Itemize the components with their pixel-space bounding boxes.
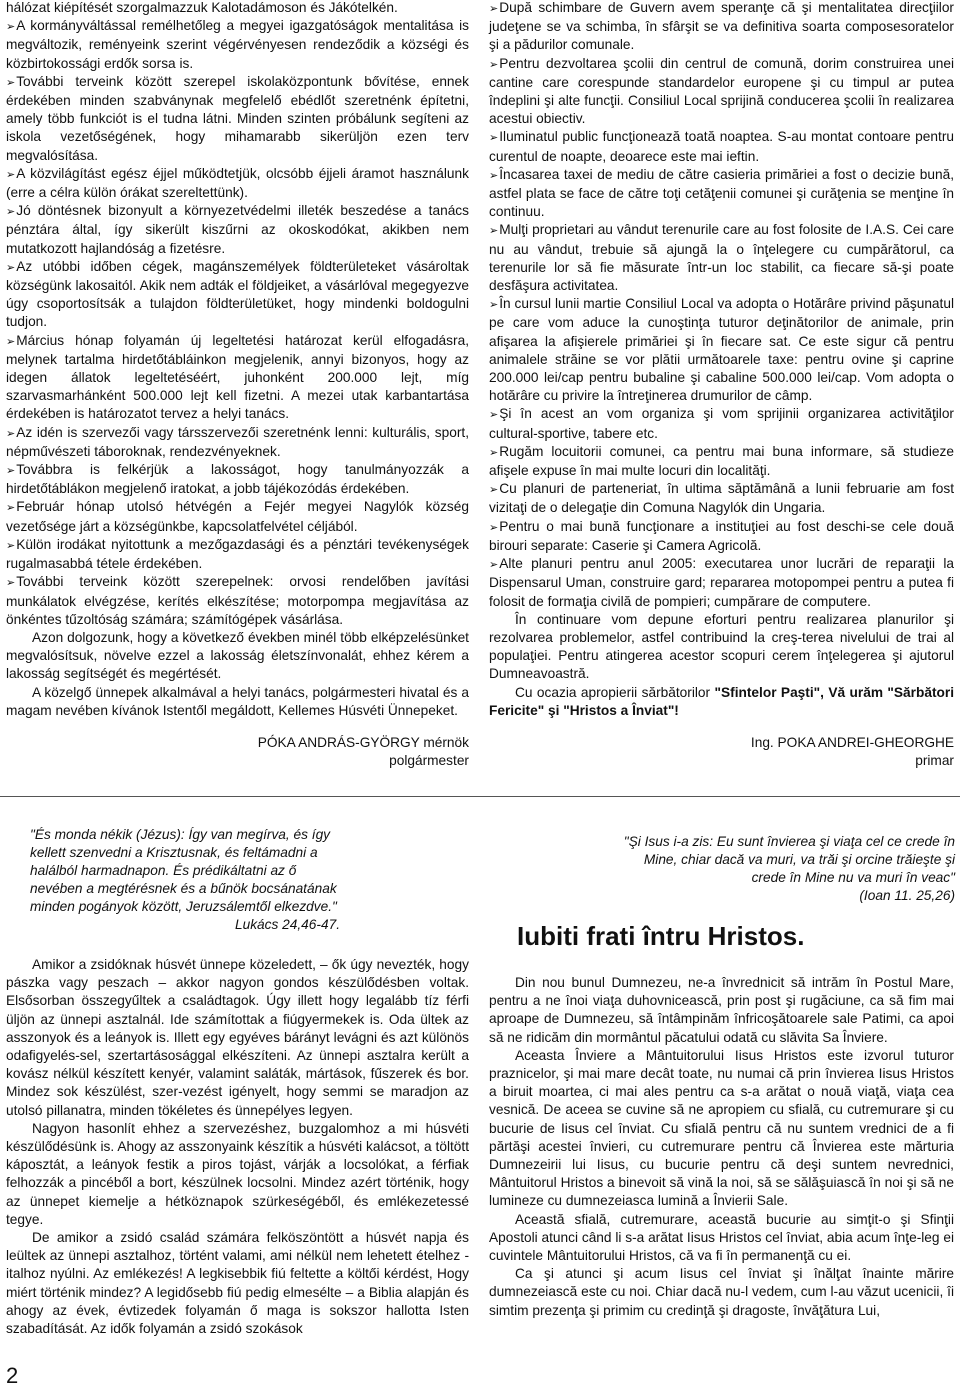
- paragraph: Ca şi atunci şi acum Iisus cel înviat şi înălţat înainte mărire dumnezeiască este cu noi. Chiar dacă nu-l vedem, cum l-au văzut ucenicii, îi simtim prezenţa şi primim cu credinţă şi dragoste, învăţătura Lui,: [489, 1266, 954, 1318]
- paragraph: ➢ În cursul lunii martie Consiliul Local va adopta o Hotărâre privind păşunatul pe care vom aduce la cunoştinţa tuturor deţinătorilor de animale, prin afişarea la afişierele primăriei şi în fiecare sat. Ce este sigur că pentru animalele străine se vor plătii următoarele taxe: pentru ovine şi caprine 200.000 lei/cap pentru bubaline şi cabaline 500.000 lei/cap. Vom adopta o hotărâre cu privire la întreţinerea drumurilor de câmp.: [489, 295, 954, 405]
- quote-text: "Şi Isus i-a zis: Eu sunt învierea şi viaţa cel ce crede în Mine, chiar dacă va muri, va trăi şi orcine trăieşte şi crede în Mine nu va muri în veac": [623, 834, 955, 885]
- bible-quote-hungarian: [30, 826, 340, 934]
- paragraph: ➢ Külön irodákat nyitottunk a mezőgazdasági és a pénztári tevékenységek rugalmasabbá tétele érdekében.: [6, 536, 469, 573]
- paragraph: ➢ További terveink között szerepelnek: orvosi rendelőben javítási munkálatok elvégzése, kerítés elkészítése; motorpompa megjavítása az önkéntes tűzoltóság számára; számítógépek vásárlása.: [6, 573, 469, 629]
- page-number: 2: [6, 1363, 19, 1388]
- paragraph: ➢ Cu planuri de parteneriat, în ultima săptămână a lunii februarie am fost vizitaţi de o delegaţie din Comuna Nagylók din Ungaria.: [489, 480, 954, 517]
- section-divider: [0, 796, 960, 797]
- paragraph: ➢ Rugăm locuitorii comunei, ca pentru mai buna informare, să studieze afişele expuse în mai multe locuri din localităţi.: [489, 443, 954, 480]
- paragraph: Azon dolgozunk, hogy a következő években minél több elképzelésünket megvalósítsuk, növelve ezzel a lakosság életszínvonalát, ehhez kérem a lakosság segítségét és megértését.: [6, 629, 469, 682]
- signature-title: primar: [915, 753, 954, 769]
- signature: [6, 734, 469, 770]
- paragraph: Această sfială, cutremurare, această bucurie au simţit-o şi Sfinţii Apostoli atunci când li s-a arătat Iisus Hristos cel înviat, abia acum înţe-leg ei cuvintele Mântuitorului Hristos, că va fi în permanenţă cu ei.: [489, 1211, 954, 1264]
- paragraph: ➢ Továbbra is felkérjük a lakosságot, hogy tanulmányozzák a hirdetőtáblákon megjelenő iratokat, a jobb tájékozódás érdekében.: [6, 461, 469, 498]
- paragraph: În continuare vom depune eforturi pentru realizarea planurilor şi rezolvarea problemelor, astfel contribuind la creş-terea nivelului de trai al populaţiei. Pentru atingerea acestor scopuri cerem înţelegerea şi ajutorul Dumneavoastră.: [489, 611, 954, 682]
- paragraph: ➢ După schimbare de Guvern avem speranţe că şi mentalitatea direcţiilor judeţene se va schimba, în sfârşit se va definitiva soarta composesoratelor şi a pădurilor comunale.: [489, 0, 954, 55]
- paragraph: Amikor a zsidóknak húsvét ünnepe közeledett, – ők úgy nevezték, hogy pászka vagy peszach – akkor nagyon gondos készülődésben voltak. Elsősorban összegyűltek a családtagok. Úgy illett hogy legalább tíz férfi üljön az ünnepi asztalnál. Ide számítottak a fiúgyermekek is. Oda ültek az asszonyok és a leányok is. Illett egy egyéves bárányt levágni és azt különös odafigyelés-sel, szertartásosággal elkészíteni. Az ünnepi asztalra került a kovász nélkül készített kenyér, valamint saláták, mártások, fűszerek és bor. Mindez sok készülést, szer-vezést igényelt, hogy semmi se maradjon az utolsó pillanatra, minden tökéletes és ünnepélyes legyen.: [6, 957, 469, 1118]
- quote-reference: (Ioan 11. 25,26): [859, 888, 955, 903]
- signature-name: PÓKA ANDRÁS-GYÖRGY mérnök: [257, 734, 469, 750]
- paragraph: Din nou bunul Dumnezeu, ne-a învrednicit să intrăm în Postul Mare, pentru a ne înoi viaţa duhovnicească, prin post şi rugăciune, ca să fim mai aproape de Dumnezeu, să întâmpinăm înfricoşătoarele sale Patimi, ca apoi să ne ridicăm din mormântul păcatului odată cu slăvita Sa Înviere.: [489, 975, 954, 1045]
- signature-name: Ing. POKA ANDREI-GHEORGHE: [750, 734, 954, 750]
- quote-reference: Lukács 24,46-47.: [234, 917, 340, 932]
- paragraph: Aceasta Înviere a Mântuitorului Iisus Hristos este izvorul tuturor praznicelor, şi mai mare decât toate, nu numai că prin învierea Iisus Hristos a biruit moartea, ci mai ales pentru ca s-a arătat o nouă viaţă, viaţa cea vesnică. De aceea se cuvine să ne apropiem cu sfială, cu cutremurare şi cu bucurie de Iisus cel înviat. Cu sfială pentru că nu suntem vrednici de a fi părtăşi acestei învieri, cu cutremurare pentru că Învierea este mărturia Dumnezeirii lui Iisus, cu bucurie pentru că deşi suntem nevrednici, Mântuitorul Hristos a binevoit să vină la noi, să se sălăşuiască în noi şi să ne lumineze cu dumnezeiasca lumină a Învierii Sale.: [489, 1047, 954, 1209]
- paragraph: ➢ A kormányváltással remélhetőleg a megyei igazgatóságok mentalitása is megváltozik, reményeink szerint végérvényesen rendeződik a községi és közbirtokossági erdők sorsa is.: [6, 17, 469, 73]
- paragraph: hálózat kiépítését szorgalmazzuk Kalotadámoson és Jákótelkén.: [6, 0, 398, 15]
- column-top-left-hungarian: [6, 0, 469, 770]
- paragraph: ➢ Február hónap utolsó hétvégén a Fejér megyei Nagylók község vezetősége járt a községünkbe, kapcsolatfelvétel céljából.: [6, 498, 469, 535]
- column-bottom-left-hungarian: [6, 956, 469, 1338]
- paragraph: ➢ Încasarea taxei de mediu de către casieria primăriei a fost o decizie bună, astfel plata se face de către toţi cetăţenii comunei şi curăţenia se menţine în continuu.: [489, 166, 954, 222]
- closing-bold-text: "Sfintelor Paşti", Vă urăm "Sărbători Fericite" şi "Hristos a Înviat"!: [489, 684, 954, 718]
- bible-quote-romanian: [617, 833, 955, 905]
- paragraph: De amikor a zsidó család számára felköszöntött a húsvét napja és leültek az ünnepi asztalhoz, történt valami, ami nélkül nem lehetett ételhez -italhoz nyúlni. Az emlékezés! A legkisebbik fiú feltette a költői kérdést, Hogy miért történik mindez? A legidősebb fiú pedig elmesélte – a Biblia alapján és ahogy az évek, évtizedek folyamán ő maga is sokszor hallotta Isten szabadítását. Az idők folyamán a zsidó szokások: [6, 1230, 469, 1337]
- paragraph: ➢ Pentru dezvoltarea şcolii din centrul de comună, dorim construirea unei cantine care corespunde standardelor europene şi cu timpul ar putea îndeplini şi alte funcţii. Consiliul Local sprijină conducerea şcolii în realizarea acestui obiectiv.: [489, 55, 954, 129]
- paragraph: ➢ Az utóbbi időben cégek, magánszemélyek földterületeket vásároltak községünk lakosaitól. Akik nem adták el földjeiket, a vásárlóval megegyezve úgy csoportosítsák a tulajdon földterületüket, hogy mindenki boldogulni tudjon.: [6, 258, 469, 332]
- paragraph: ➢ Március hónap folyamán új legeltetési határozat kerül elfogadásra, melynek tartalma hirdetőtábláinkon megjelenik, annyi bizonyos, hogy az idegen állatok legeltetéséért, juhonként 200.000 lejt, míg szarvasmarhánként 500.000 lejt kell fizetni. A mezei utak karbantartása érdekében is határozatot tervez a helyi tanács.: [6, 332, 469, 424]
- signature-title: polgármester: [389, 753, 469, 769]
- paragraph: Nagyon hasonlít ehhez a szervezéshez, buzgalomhoz a mi húsvéti készülődésünk is. Ahogy az asszonyaink készítik a húsvéti kalácsot, a töltött káposztát, a leányok festik a piros tojást, várják a locsolókat, a férfiak felhozzák a pincéből a bort, készülnek locsolni. Mindez azért történik, hogy az ünnepet kiemelje a hétköznapok szürkeségéből, és emlékezetessé tegye.: [6, 1120, 469, 1227]
- column-top-right-romanian: [489, 0, 954, 770]
- paragraph: ➢ Iluminatul public funcţionează toată noaptea. S-au montat contoare pentru curentul de noapte, deoarece este mai ieftin.: [489, 128, 954, 165]
- paragraph: ➢ Şi în acest an vom organiza şi vom sprijinii organizarea activităţilor cultural-sportive, tabere etc.: [489, 405, 954, 442]
- closing-greeting: [489, 684, 954, 720]
- paragraph: ➢ Pentru o mai bună funcţionare a instituţiei au fost deschi-se cele două birouri separate: Caserie şi Camera Agricolă.: [489, 518, 954, 555]
- closing-text: Cu ocazia apropierii sărbătorilor: [515, 684, 715, 700]
- paragraph: ➢ Az idén is szervezői vagy társszervezői szeretnénk lenni: kulturális, sport, népművészeti táboroknak, rendezvényeknek.: [6, 424, 469, 461]
- paragraph: ➢ További terveink között szerepel iskolaközpontunk bővítése, ennek érdekében minden szabványnak megfelelő ebédlőt szeretnénk építetni, amely több funkciót is el tudna látni. Minden szinten próbálunk segíteni az iskola vezetőségének, hogy mihamarabb sikerüljön ezen terv megvalósítása.: [6, 73, 469, 165]
- paragraph: ➢ Jó döntésnek bizonyult a környezetvédelmi illeték beszedése a tanács pénztára által, így sikerült kiszűrni az okoskodókat, akikben nem mutatkozott hajlandóság a fizetésre.: [6, 202, 469, 258]
- signature: [489, 734, 954, 770]
- article-title: Iubiti frati întru Hristos.: [517, 921, 805, 951]
- quote-text: "És monda nékik (Jézus): Így van megírva, és így kellett szenvedni a Krisztusnak, és feltámadni a halálból harmadnapon. És prédikáltatni az ő nevében a megtérésnek és a bűnök bocsánatának minden pogányok között, Jeruzsálemtől elkezdve.": [30, 827, 337, 914]
- paragraph: ➢ Alte planuri pentru anul 2005: executarea unor lucrări de reparaţii la Dispensarul Uman, construire gard; repararea motopompei pentru a putea fi folosit de formaţia civilă de pompieri; cumpărare de computere.: [489, 555, 954, 611]
- paragraph: ➢ Mulţi proprietari au vândut terenurile care au fost folosite de I.A.S. Cei care nu au vândut, trebuie să ajungă la o înţelegere cu cumpărătorul, ca terenurile lor să fie măsurate într-un loc stabilit, ca fiecare să-şi poate desfăşura activitatea.: [489, 221, 954, 295]
- paragraph: ➢ A közvilágítást egész éjjel működtetjük, olcsóbb éjjeli áramot használunk (erre a célra külön órákat szereltettünk).: [6, 165, 469, 202]
- paragraph: A közelgő ünnepek alkalmával a helyi tanács, polgármesteri hivatal és a magam nevében kívánok Istentől megáldott, Kellemes Húsvéti Ünnepeket.: [6, 684, 469, 718]
- column-bottom-right-romanian: [489, 974, 954, 1320]
